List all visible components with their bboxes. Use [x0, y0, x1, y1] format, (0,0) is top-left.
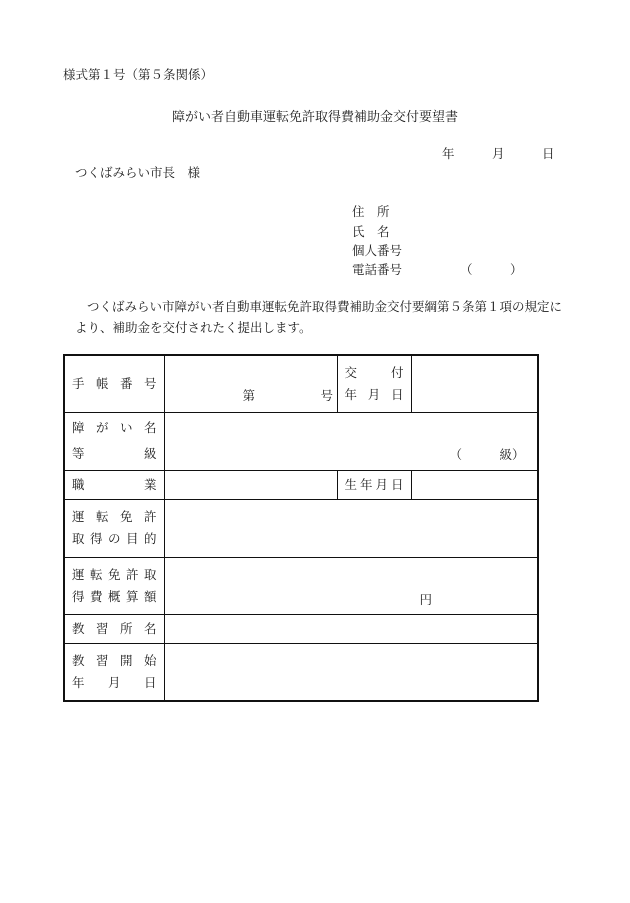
date-month-label: 月 — [492, 146, 505, 161]
birthdate-label-cell — [337, 470, 411, 499]
issue-date-label-cell — [337, 355, 411, 412]
row-handbook-number — [64, 355, 538, 412]
disability-field[interactable] — [164, 412, 538, 470]
row-cost — [64, 557, 538, 614]
disability-grade-field: （ 級） — [449, 446, 525, 462]
birthdate-field[interactable] — [411, 470, 538, 499]
school-field[interactable] — [164, 614, 538, 643]
school-label-cell — [64, 614, 164, 643]
start-date-label-line1: 教 習 開 始 — [72, 652, 157, 668]
date-year-label: 年 — [442, 146, 455, 161]
applicant-phone-label: 電話番号 — [352, 262, 403, 277]
occupation-field[interactable] — [164, 470, 337, 499]
issue-date-label-line2: 年 月 日 — [344, 386, 404, 402]
issue-date-field[interactable] — [411, 355, 538, 412]
start-date-label-cell — [64, 643, 164, 701]
birthdate-label: 生 年 月 日 — [344, 476, 404, 492]
disability-name-label: 障 が い 名 — [72, 420, 157, 435]
row-start-date — [64, 643, 538, 701]
row-purpose — [64, 499, 538, 557]
applicant-personal-number-label: 個人番号 — [352, 243, 403, 258]
cost-label-line2: 得 費 概 算 額 — [72, 588, 157, 604]
phone-area-code-parens: （ ） — [460, 262, 523, 277]
purpose-field[interactable] — [164, 499, 538, 557]
row-disability — [64, 412, 538, 470]
document-title: 障がい者自動車運転免許取得費補助金交付要望書 — [171, 110, 458, 125]
addressee: つくばみらい市長 様 — [75, 165, 201, 180]
application-form-table — [63, 354, 539, 702]
disability-grade-label: 等 級 — [72, 446, 157, 461]
applicant-address-label: 住 所 — [352, 204, 390, 219]
form-number-label: 様式第１号（第５条関係） — [63, 67, 214, 82]
cost-unit: 円 — [419, 591, 433, 607]
row-occupation — [64, 470, 538, 499]
applicant-name-label: 氏 名 — [352, 224, 390, 239]
date-day-label: 日 — [542, 146, 555, 161]
disability-label-cell — [64, 412, 164, 470]
handbook-number-prefix: 第 — [242, 388, 256, 403]
request-statement-text: つくばみらい市障がい者自動車運転免許取得費補助金交付要綱第５条第１項の規定により、補助金を交付されたく提出します。 — [75, 299, 563, 335]
purpose-label-line2: 取 得 の 目 的 — [72, 531, 157, 546]
handbook-number-label: 手 帳 番 号 — [72, 375, 157, 391]
start-date-field[interactable] — [164, 643, 538, 701]
purpose-label-line1: 運 転 免 許 — [72, 509, 157, 524]
start-date-label-line2: 年 月 日 — [72, 674, 157, 690]
purpose-label-cell — [64, 499, 164, 557]
occupation-label-cell — [64, 470, 164, 499]
handbook-number-suffix: 号 — [320, 388, 334, 403]
row-school — [64, 614, 538, 643]
request-statement — [75, 296, 570, 338]
handbook-number-field[interactable] — [164, 355, 337, 412]
cost-label-cell — [64, 557, 164, 614]
cost-label-line1: 運 転 免 許 取 — [72, 566, 157, 582]
handbook-number-label-cell — [64, 355, 164, 412]
occupation-label: 職 業 — [72, 476, 157, 492]
cost-field[interactable] — [164, 557, 538, 614]
school-label: 教 習 所 名 — [72, 620, 157, 636]
issue-date-label-line1: 交 付 — [344, 364, 404, 380]
